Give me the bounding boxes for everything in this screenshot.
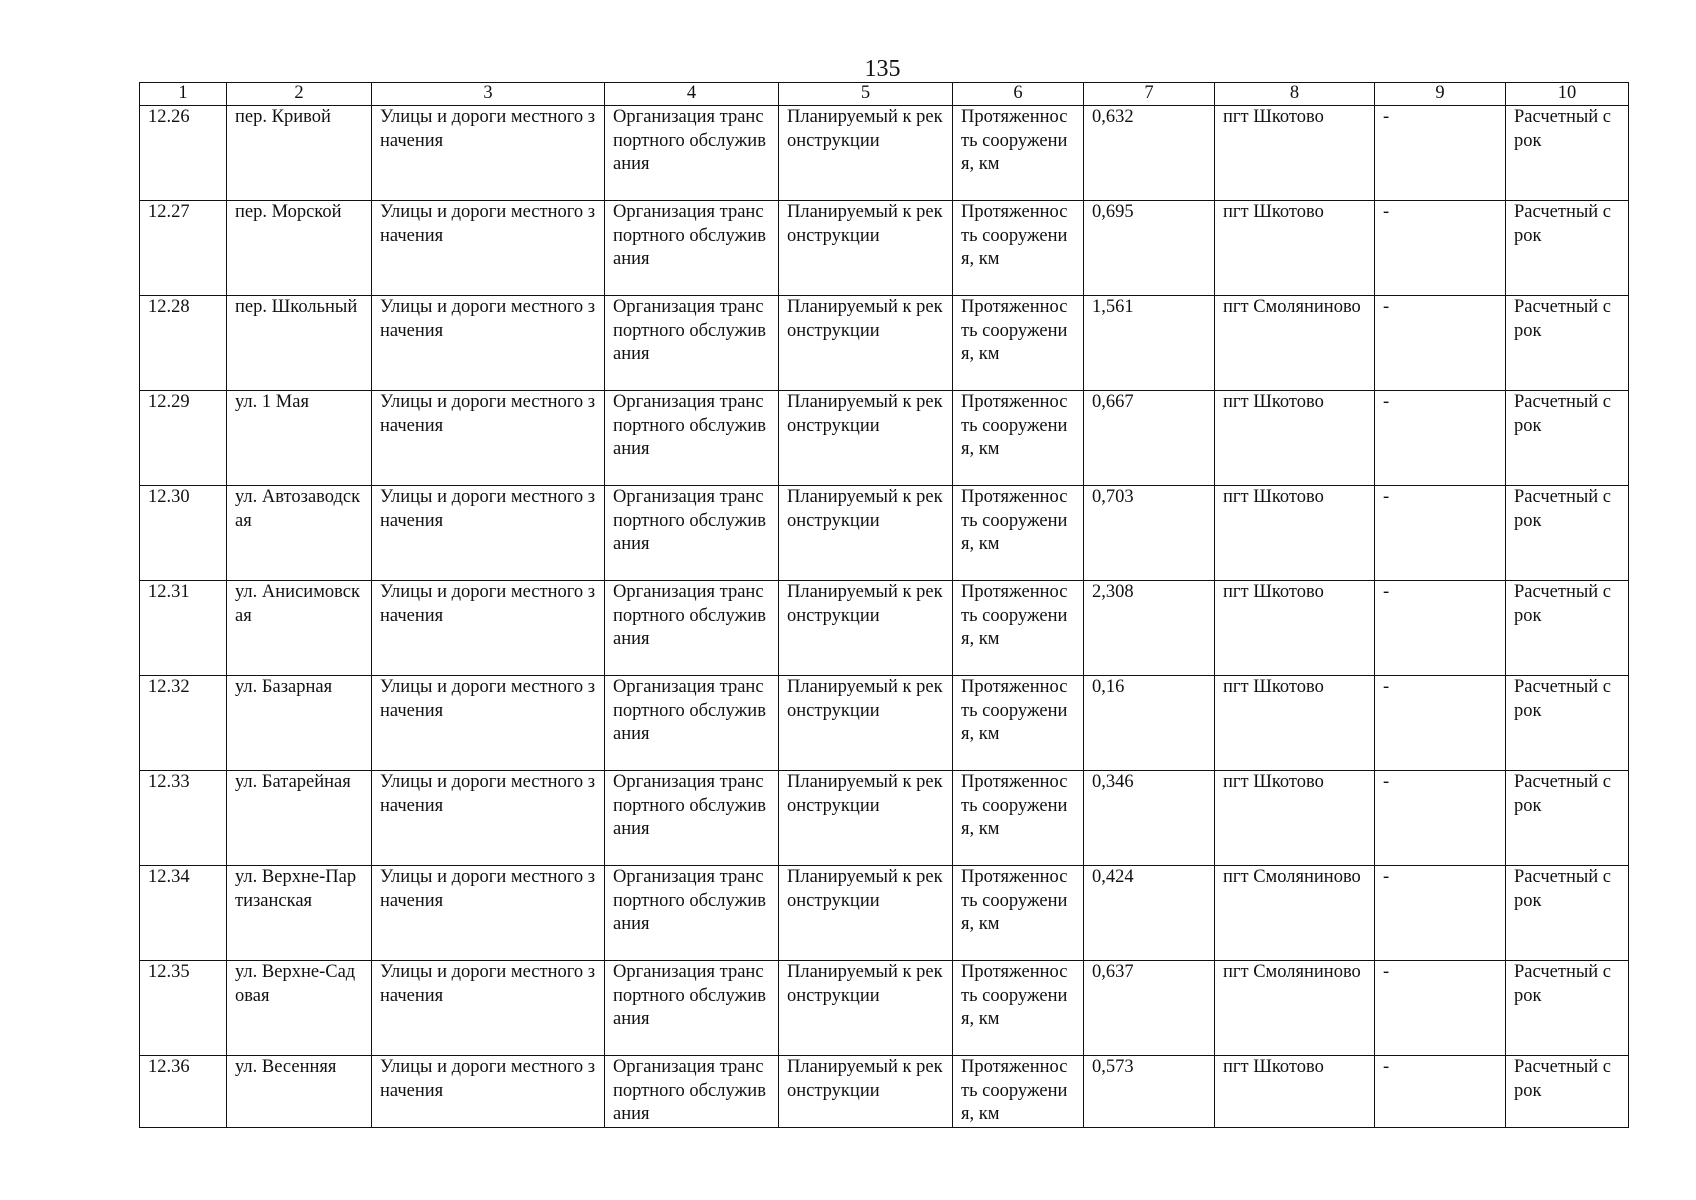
object-name-cell: ул. Батарейная — [227, 771, 372, 866]
value-cell: 0,637 — [1084, 961, 1215, 1056]
table-row — [140, 771, 1629, 866]
object-name-cell: ул. Верхне-Партизанская — [227, 866, 372, 961]
table-row — [140, 106, 1629, 201]
status-cell: Планируемый к реконструкции — [779, 391, 953, 486]
term-cell: Расчетный срок — [1506, 961, 1629, 1056]
status-cell: Планируемый к реконструкции — [779, 771, 953, 866]
column-number: 4 — [605, 83, 779, 106]
value-cell: 0,346 — [1084, 771, 1215, 866]
object-type-cell: Улицы и дороги местного значения — [372, 771, 605, 866]
parameter-cell: Протяженность сооружения, км — [953, 296, 1084, 391]
purpose-cell: Организация транспортного обслуживания — [605, 106, 779, 201]
object-type-cell: Улицы и дороги местного значения — [372, 676, 605, 771]
zone-cell: - — [1375, 391, 1506, 486]
zone-cell: - — [1375, 486, 1506, 581]
status-cell: Планируемый к реконструкции — [779, 486, 953, 581]
zone-cell: - — [1375, 866, 1506, 961]
status-cell: Планируемый к реконструкции — [779, 106, 953, 201]
purpose-cell: Организация транспортного обслуживания — [605, 771, 779, 866]
row-number-cell: 12.27 — [140, 201, 227, 296]
parameter-cell: Протяженность сооружения, км — [953, 581, 1084, 676]
status-cell: Планируемый к реконструкции — [779, 961, 953, 1056]
status-cell: Планируемый к реконструкции — [779, 676, 953, 771]
term-cell: Расчетный срок — [1506, 676, 1629, 771]
object-name-cell: пер. Школьный — [227, 296, 372, 391]
term-cell: Расчетный срок — [1506, 106, 1629, 201]
value-cell: 2,308 — [1084, 581, 1215, 676]
column-number-row — [140, 83, 1629, 106]
column-number: 1 — [140, 83, 227, 106]
column-number: 9 — [1375, 83, 1506, 106]
zone-cell: - — [1375, 961, 1506, 1056]
row-number-cell: 12.31 — [140, 581, 227, 676]
zone-cell: - — [1375, 1056, 1506, 1128]
zone-cell: - — [1375, 201, 1506, 296]
status-cell: Планируемый к реконструкции — [779, 866, 953, 961]
parameter-cell: Протяженность сооружения, км — [953, 391, 1084, 486]
term-cell: Расчетный срок — [1506, 391, 1629, 486]
object-name-cell: ул. 1 Мая — [227, 391, 372, 486]
object-type-cell: Улицы и дороги местного значения — [372, 391, 605, 486]
column-number: 5 — [779, 83, 953, 106]
object-name-cell: ул. Анисимовская — [227, 581, 372, 676]
location-cell: пгт Шкотово — [1215, 486, 1375, 581]
location-cell: пгт Шкотово — [1215, 106, 1375, 201]
parameter-cell: Протяженность сооружения, км — [953, 106, 1084, 201]
object-type-cell: Улицы и дороги местного значения — [372, 866, 605, 961]
location-cell: пгт Смоляниново — [1215, 961, 1375, 1056]
status-cell: Планируемый к реконструкции — [779, 581, 953, 676]
object-name-cell: ул. Автозаводская — [227, 486, 372, 581]
table-row — [140, 486, 1629, 581]
parameter-cell: Протяженность сооружения, км — [953, 961, 1084, 1056]
table-row — [140, 866, 1629, 961]
status-cell: Планируемый к реконструкции — [779, 296, 953, 391]
object-type-cell: Улицы и дороги местного значения — [372, 486, 605, 581]
column-number: 6 — [953, 83, 1084, 106]
row-number-cell: 12.35 — [140, 961, 227, 1056]
term-cell: Расчетный срок — [1506, 1056, 1629, 1128]
row-number-cell: 12.28 — [140, 296, 227, 391]
row-number-cell: 12.32 — [140, 676, 227, 771]
purpose-cell: Организация транспортного обслуживания — [605, 486, 779, 581]
object-type-cell: Улицы и дороги местного значения — [372, 961, 605, 1056]
zone-cell: - — [1375, 581, 1506, 676]
parameter-cell: Протяженность сооружения, км — [953, 1056, 1084, 1128]
row-number-cell: 12.36 — [140, 1056, 227, 1128]
row-number-cell: 12.29 — [140, 391, 227, 486]
purpose-cell: Организация транспортного обслуживания — [605, 961, 779, 1056]
zone-cell: - — [1375, 106, 1506, 201]
parameter-cell: Протяженность сооружения, км — [953, 866, 1084, 961]
value-cell: 0,16 — [1084, 676, 1215, 771]
term-cell: Расчетный срок — [1506, 866, 1629, 961]
purpose-cell: Организация транспортного обслуживания — [605, 1056, 779, 1128]
location-cell: пгт Шкотово — [1215, 391, 1375, 486]
zone-cell: - — [1375, 296, 1506, 391]
object-name-cell: пер. Кривой — [227, 106, 372, 201]
object-type-cell: Улицы и дороги местного значения — [372, 106, 605, 201]
object-type-cell: Улицы и дороги местного значения — [372, 1056, 605, 1128]
object-type-cell: Улицы и дороги местного значения — [372, 201, 605, 296]
row-number-cell: 12.34 — [140, 866, 227, 961]
row-number-cell: 12.33 — [140, 771, 227, 866]
location-cell: пгт Смоляниново — [1215, 866, 1375, 961]
value-cell: 0,667 — [1084, 391, 1215, 486]
purpose-cell: Организация транспортного обслуживания — [605, 581, 779, 676]
purpose-cell: Организация транспортного обслуживания — [605, 866, 779, 961]
parameter-cell: Протяженность сооружения, км — [953, 201, 1084, 296]
term-cell: Расчетный срок — [1506, 296, 1629, 391]
term-cell: Расчетный срок — [1506, 581, 1629, 676]
location-cell: пгт Шкотово — [1215, 201, 1375, 296]
page-number: 135 — [864, 56, 901, 82]
object-name-cell: пер. Морской — [227, 201, 372, 296]
object-name-cell: ул. Верхне-Садовая — [227, 961, 372, 1056]
column-number: 2 — [227, 83, 372, 106]
row-number-cell: 12.30 — [140, 486, 227, 581]
column-number: 3 — [372, 83, 605, 106]
term-cell: Расчетный срок — [1506, 486, 1629, 581]
zone-cell: - — [1375, 771, 1506, 866]
purpose-cell: Организация транспортного обслуживания — [605, 201, 779, 296]
location-cell: пгт Шкотово — [1215, 1056, 1375, 1128]
value-cell: 0,703 — [1084, 486, 1215, 581]
object-type-cell: Улицы и дороги местного значения — [372, 296, 605, 391]
value-cell: 0,573 — [1084, 1056, 1215, 1128]
object-name-cell: ул. Базарная — [227, 676, 372, 771]
table-row — [140, 581, 1629, 676]
table-row — [140, 676, 1629, 771]
table-row — [140, 201, 1629, 296]
table-row — [140, 961, 1629, 1056]
value-cell: 0,424 — [1084, 866, 1215, 961]
value-cell: 1,561 — [1084, 296, 1215, 391]
status-cell: Планируемый к реконструкции — [779, 201, 953, 296]
value-cell: 0,632 — [1084, 106, 1215, 201]
row-number-cell: 12.26 — [140, 106, 227, 201]
location-cell: пгт Смоляниново — [1215, 296, 1375, 391]
table-row — [140, 296, 1629, 391]
column-number: 7 — [1084, 83, 1215, 106]
object-name-cell: ул. Весенняя — [227, 1056, 372, 1128]
parameter-cell: Протяженность сооружения, км — [953, 486, 1084, 581]
table-row — [140, 391, 1629, 486]
parameter-cell: Протяженность сооружения, км — [953, 676, 1084, 771]
column-number: 8 — [1215, 83, 1375, 106]
location-cell: пгт Шкотово — [1215, 771, 1375, 866]
location-cell: пгт Шкотово — [1215, 581, 1375, 676]
value-cell: 0,695 — [1084, 201, 1215, 296]
object-type-cell: Улицы и дороги местного значения — [372, 581, 605, 676]
purpose-cell: Организация транспортного обслуживания — [605, 676, 779, 771]
zone-cell: - — [1375, 676, 1506, 771]
purpose-cell: Организация транспортного обслуживания — [605, 391, 779, 486]
term-cell: Расчетный срок — [1506, 771, 1629, 866]
table-row — [140, 1056, 1629, 1128]
term-cell: Расчетный срок — [1506, 201, 1629, 296]
purpose-cell: Организация транспортного обслуживания — [605, 296, 779, 391]
location-cell: пгт Шкотово — [1215, 676, 1375, 771]
status-cell: Планируемый к реконструкции — [779, 1056, 953, 1128]
objects-table — [139, 82, 1629, 1128]
parameter-cell: Протяженность сооружения, км — [953, 771, 1084, 866]
column-number: 10 — [1506, 83, 1629, 106]
